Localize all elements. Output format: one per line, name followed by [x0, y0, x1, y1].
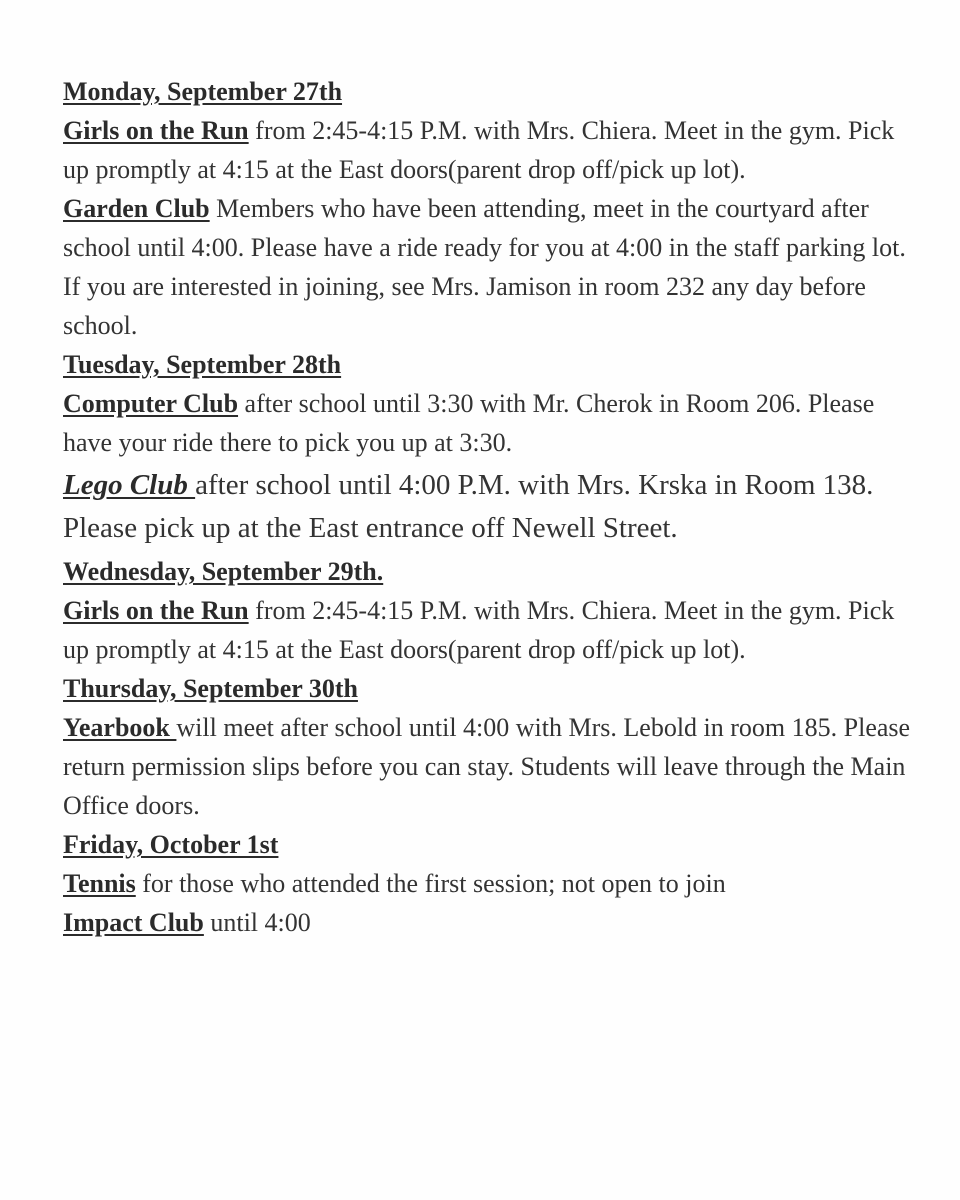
club-name: Tennis [63, 869, 136, 898]
club-schedule [63, 72, 913, 942]
club-entry-impact-club [63, 903, 913, 942]
club-name: Yearbook [63, 713, 177, 742]
club-name: Girls on the Run [63, 596, 249, 625]
club-details: until 4:00 [203, 908, 311, 937]
club-entry-girls-on-the-run-monday [63, 111, 913, 189]
day-heading-wednesday: Wednesday, September 29th. [63, 557, 384, 586]
club-entry-yearbook [63, 708, 913, 825]
club-name: Impact Club [63, 908, 204, 937]
garden-club-join-note: If you are interested in joining, see Mrs. Jamison in room 232 any day before school. [63, 272, 866, 340]
club-name: Garden Club [63, 194, 210, 223]
club-name: Girls on the Run [63, 116, 249, 145]
club-name: Lego Club [63, 469, 196, 501]
club-entry-garden-club [63, 189, 913, 267]
club-details: from 2:45-4:15 P.M. with Mrs. Chiera. Meet in the gym. Pick up promptly at 4:15 at the East doors(parent drop off/pick up lot). [63, 116, 895, 184]
club-entry-girls-on-the-run-wednesday [63, 591, 913, 669]
club-name: Computer Club [63, 389, 239, 418]
club-entry-tennis [63, 864, 913, 903]
club-entry-computer-club [63, 384, 913, 462]
club-details: will meet after school until 4:00 with Mrs. Lebold in room 185. Please return permission slips before you can stay. Students will leave through the Main Office doors. [63, 713, 911, 820]
day-heading-thursday: Thursday, September 30th [63, 674, 358, 703]
club-details: after school until 4:00 P.M. with Mrs. Krska in Room 138. Please pick up at the East entrance off Newell Street. [63, 469, 874, 544]
club-entry-lego-club [63, 464, 913, 550]
club-details: from 2:45-4:15 P.M. with Mrs. Chiera. Meet in the gym. Pick up promptly at 4:15 at the East doors(parent drop off/pick up lot). [63, 596, 895, 664]
day-heading-tuesday: Tuesday, September 28th [63, 350, 342, 379]
day-heading-friday: Friday, October 1st [63, 830, 279, 859]
club-details: for those who attended the first session; not open to join [135, 869, 726, 898]
club-details: after school until 3:30 with Mr. Cherok in Room 206. Please have your ride there to pick you up at 3:30. [63, 389, 875, 457]
club-details: Members who have been attending, meet in the courtyard after school until 4:00. Please have a ride ready for you at 4:00 in the staff parking lot. [63, 194, 906, 262]
day-heading-monday: Monday, September 27th [63, 77, 343, 106]
